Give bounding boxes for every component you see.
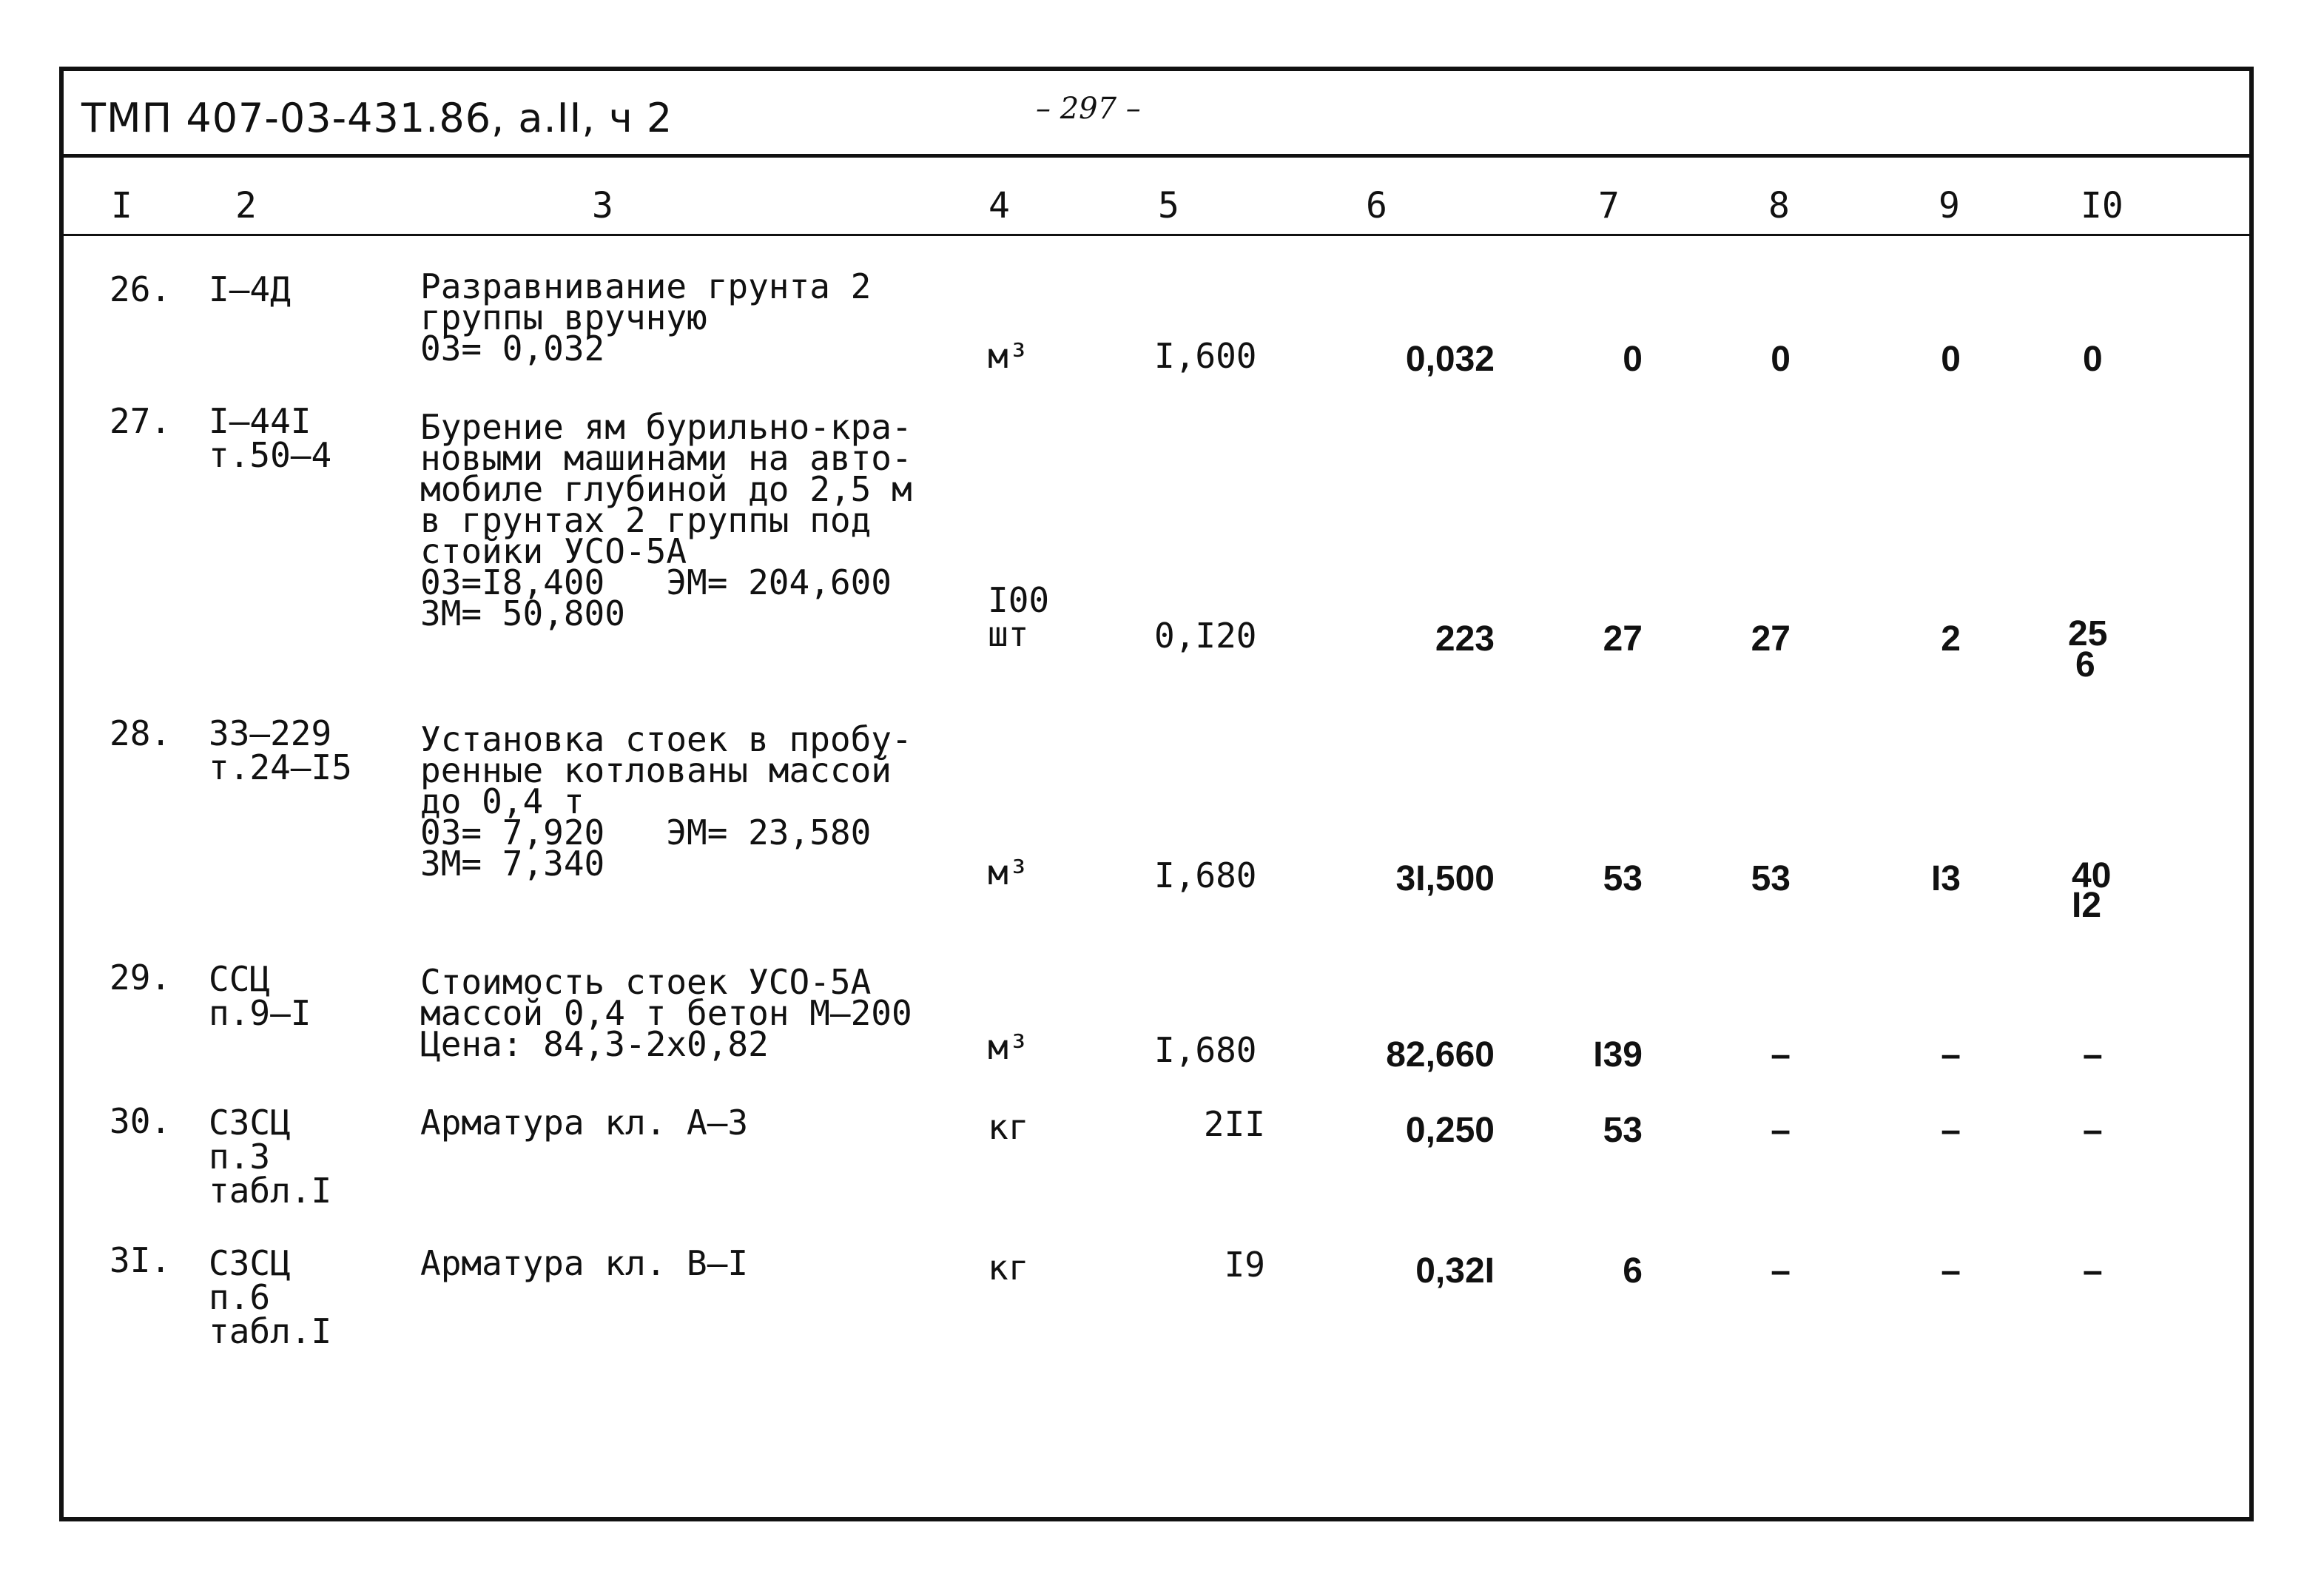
- row-unit: м³: [988, 852, 1029, 892]
- row-col7: 53: [1603, 1111, 1643, 1150]
- row-col10: –: [2083, 1111, 2103, 1150]
- row-description: Стоимость стоек УСО-5А массой 0,4 т бетон М–200 Цена: 84,3-2х0,82: [420, 962, 912, 1064]
- row-col5: 0,I20: [1154, 616, 1257, 656]
- row-col6: 82,660: [1386, 1035, 1495, 1074]
- row-col10: –: [2083, 1251, 2103, 1291]
- row-col9: –: [1941, 1035, 1961, 1074]
- col-header-2: 2: [235, 185, 257, 226]
- col-header-10: I0: [2081, 185, 2123, 226]
- row-unit: кг: [988, 1248, 1029, 1288]
- row-col6: 0,32I: [1415, 1251, 1495, 1291]
- row-number: 27.: [110, 401, 172, 441]
- row-col5: I,680: [1154, 855, 1257, 895]
- row-col5: I,600: [1154, 336, 1257, 376]
- row-col9: –: [1941, 1251, 1961, 1291]
- col-header-1: I: [111, 185, 132, 226]
- column-header-divider: [59, 234, 2254, 236]
- row-col7: 27: [1603, 619, 1643, 659]
- col-header-9: 9: [1939, 185, 1960, 226]
- row-col6: 3I,500: [1395, 859, 1495, 898]
- row-unit: I00 шт: [988, 580, 1050, 654]
- row-col5: I9: [1224, 1245, 1265, 1285]
- row-col5: 2II: [1203, 1104, 1265, 1144]
- row-description: Арматура кл. А–3: [420, 1103, 749, 1143]
- row-col7: I39: [1593, 1035, 1643, 1074]
- row-code: СЗСЦ п.6 табл.I: [209, 1243, 332, 1351]
- row-description: Установка стоек в пробу- ренные котлованы массой до 0,4 т 03= 7,920 ЭМ= 23,580 ЗМ= 7,340: [420, 719, 912, 884]
- col-header-7: 7: [1598, 185, 1620, 226]
- row-col9: 0: [1941, 340, 1961, 379]
- row-number: 3I.: [110, 1240, 172, 1280]
- row-description: Бурение ям бурильно-кра- новыми машинами на авто- мобиле глубиной до 2,5 м в грунтах 2 группы под стойки УСО-5А 03=I8,400 ЭМ= 204,600 ЗМ= 50,800: [420, 407, 912, 633]
- row-col9: –: [1941, 1111, 1961, 1150]
- col-header-8: 8: [1768, 185, 1790, 226]
- row-number: 29.: [110, 958, 172, 998]
- row-col8: –: [1771, 1251, 1791, 1291]
- col-header-3: 3: [592, 185, 613, 226]
- row-code: I–4Д: [209, 269, 291, 309]
- row-col9: I3: [1930, 859, 1961, 898]
- header-divider: [59, 154, 2254, 158]
- row-col9: 2: [1941, 619, 1961, 659]
- row-code: ССЦ п.9–I: [209, 959, 311, 1033]
- document-code: ТМП 407-03-431.86, а.II, ч 2: [81, 95, 673, 141]
- row-col7: 53: [1603, 859, 1643, 898]
- row-col8: 53: [1751, 859, 1791, 898]
- col-header-6: 6: [1366, 185, 1387, 226]
- row-col8: –: [1771, 1035, 1791, 1074]
- row-description: Арматура кл. В–I: [420, 1243, 749, 1283]
- row-description: Разравнивание грунта 2 группы вручную 03= 0,032: [420, 266, 872, 369]
- col-header-5: 5: [1158, 185, 1179, 226]
- col-header-4: 4: [988, 185, 1010, 226]
- row-col8: 27: [1751, 619, 1791, 659]
- row-col6: 0,250: [1405, 1111, 1495, 1150]
- row-col7: 6: [1623, 1251, 1643, 1291]
- row-code: СЗСЦ п.3 табл.I: [209, 1103, 332, 1211]
- row-code: I–44I т.50–4: [209, 401, 332, 475]
- row-number: 28.: [110, 713, 172, 753]
- row-unit: м³: [988, 336, 1029, 376]
- row-unit: кг: [988, 1107, 1029, 1147]
- row-code: 33–229 т.24–I5: [209, 713, 352, 787]
- row-number: 26.: [110, 269, 172, 309]
- row-col10: 25 6: [2068, 614, 2108, 684]
- page-frame: [59, 67, 2254, 1521]
- row-col6: 0,032: [1405, 340, 1495, 379]
- row-col10: 0: [2083, 340, 2103, 379]
- row-col8: –: [1771, 1111, 1791, 1150]
- row-unit: м³: [988, 1027, 1029, 1067]
- row-col6: 223: [1435, 619, 1495, 659]
- row-col7: 0: [1623, 340, 1643, 379]
- page-number: – 297 –: [1036, 92, 1141, 126]
- row-number: 30.: [110, 1101, 172, 1141]
- row-col10: 40 I2: [2072, 856, 2112, 925]
- row-col8: 0: [1771, 340, 1791, 379]
- row-col5: I,680: [1154, 1030, 1257, 1070]
- row-col10: –: [2083, 1035, 2103, 1074]
